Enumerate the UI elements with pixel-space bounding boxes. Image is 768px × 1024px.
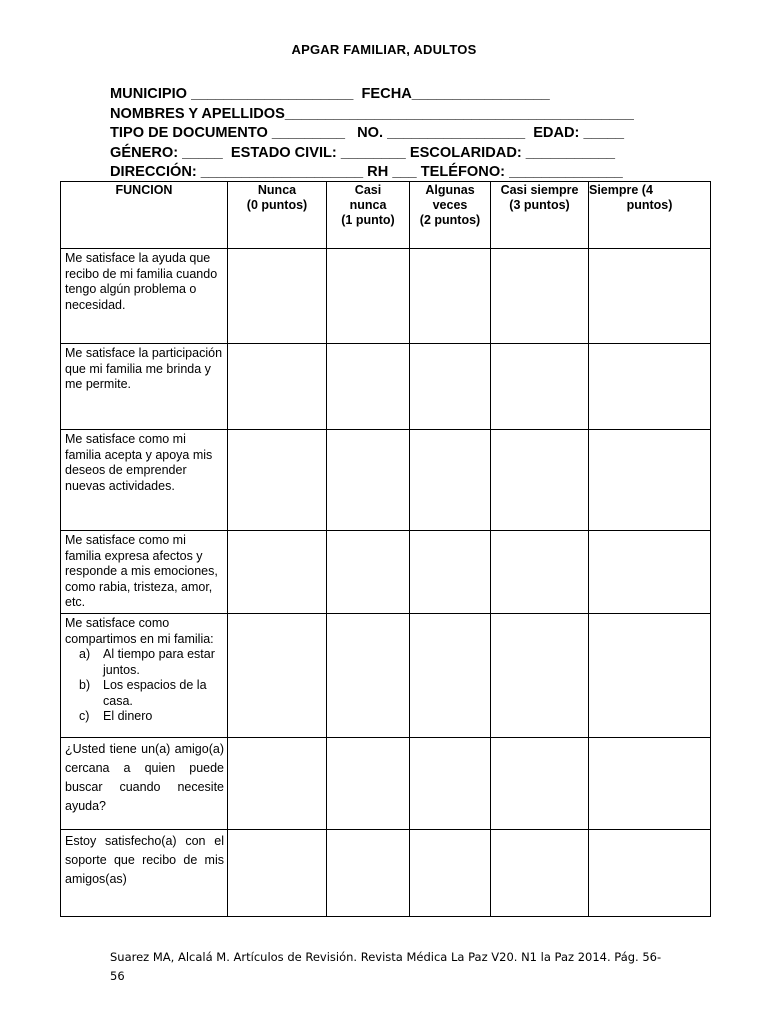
answer-cell-siempre[interactable] (589, 430, 711, 531)
answer-cell-nunca[interactable] (228, 249, 327, 344)
answer-cell-casi-nunca[interactable] (327, 830, 410, 917)
list-item-text: El dinero (103, 709, 153, 723)
header-casi-nunca (327, 182, 410, 249)
table-row (61, 738, 711, 830)
answer-cell-casi-nunca[interactable] (327, 614, 410, 738)
answer-cell-nunca[interactable] (228, 830, 327, 917)
header-casi-siempre-points: (3 puntos) (509, 198, 570, 212)
form-line-nombres: NOMBRES Y APELLIDOS___________________________________________ (110, 105, 634, 122)
answer-cell-casi-nunca[interactable] (327, 249, 410, 344)
question-cell (61, 430, 228, 531)
answer-cell-casi-siempre[interactable] (491, 830, 589, 917)
form-line-documento: TIPO DE DOCUMENTO _________ NO. _________________ EDAD: _____ (110, 125, 625, 141)
list-item (79, 678, 224, 709)
answer-cell-casi-siempre[interactable] (491, 430, 589, 531)
answer-cell-siempre[interactable] (589, 614, 711, 738)
header-funcion-label: FUNCION (115, 183, 173, 197)
answer-cell-siempre[interactable] (589, 738, 711, 830)
question-cell (61, 614, 228, 738)
header-casi-nunca-label-1: Casi (354, 183, 382, 197)
answer-cell-casi-nunca[interactable] (327, 344, 410, 430)
header-algunas-veces (410, 182, 491, 249)
table-row (61, 614, 711, 738)
answer-cell-casi-siempre[interactable] (491, 738, 589, 830)
question-cell (61, 344, 228, 430)
header-casi-siempre (491, 182, 589, 249)
header-row (61, 182, 711, 249)
answer-cell-siempre[interactable] (589, 344, 711, 430)
header-siempre-line-1 (589, 183, 710, 198)
question-6-text: ¿Usted tiene un(a) amigo(a) cercana a quien puede buscar cuando necesite ayuda? (65, 742, 224, 813)
answer-cell-algunas-veces[interactable] (410, 738, 491, 830)
answer-cell-casi-nunca[interactable] (327, 531, 410, 614)
answer-cell-algunas-veces[interactable] (410, 830, 491, 917)
header-algunas-veces-label-1: Algunas (425, 183, 475, 197)
answer-cell-algunas-veces[interactable] (410, 614, 491, 738)
answer-cell-algunas-veces[interactable] (410, 531, 491, 614)
question-3-text: Me satisface como mi familia acepta y apoya mis deseos de emprender nuevas actividades. (65, 432, 213, 493)
question-2-text: Me satisface la participación que mi familia me brinda y me permite. (65, 346, 223, 391)
header-algunas-veces-label-2: veces (432, 198, 468, 212)
answer-cell-siempre[interactable] (589, 249, 711, 344)
question-7-text: Estoy satisfecho(a) con el soporte que recibo de mis amigos(as) (65, 834, 224, 886)
header-nunca (228, 182, 327, 249)
list-item-label: c) (79, 709, 90, 723)
list-item-text: Los espacios de la casa. (103, 678, 207, 708)
answer-cell-casi-siempre[interactable] (491, 614, 589, 738)
header-casi-nunca-label-2: nunca (349, 198, 387, 212)
list-item (79, 647, 224, 678)
question-cell (61, 830, 228, 917)
answer-cell-nunca[interactable] (228, 738, 327, 830)
table-row (61, 531, 711, 614)
header-nunca-label: Nunca (257, 183, 297, 197)
form-line-genero: GÉNERO: _____ ESTADO CIVIL: ________ ESCOLARIDAD: ___________ (110, 144, 616, 161)
answer-cell-casi-siempre[interactable] (491, 249, 589, 344)
answer-cell-algunas-veces[interactable] (410, 430, 491, 531)
answer-cell-siempre[interactable] (589, 830, 711, 917)
answer-cell-siempre[interactable] (589, 531, 711, 614)
question-4-text: Me satisface como mi familia expresa afectos y responde a mis emociones, como rabia, tristeza, amor, etc. (65, 533, 218, 609)
question-5 (61, 614, 227, 725)
list-item-label: a) (79, 647, 91, 661)
answer-cell-nunca[interactable] (228, 531, 327, 614)
answer-cell-nunca[interactable] (228, 430, 327, 531)
header-nunca-points: (0 puntos) (246, 198, 308, 212)
table-row (61, 249, 711, 344)
header-casi-nunca-points: (1 punto) (341, 213, 395, 227)
question-1-text: Me satisface la ayuda que recibo de mi familia cuando tengo algún problema o necesidad. (65, 251, 218, 312)
question-5-text: Me satisface como compartimos en mi familia: (65, 616, 214, 646)
answer-cell-casi-siempre[interactable] (491, 344, 589, 430)
citation-footer: Suarez MA, Alcalá M. Artículos de Revisión. Revista Médica La Paz V20. N1 la Paz 2014. Pág. 56-56 (110, 950, 662, 983)
answer-cell-algunas-veces[interactable] (410, 249, 491, 344)
header-funcion (61, 182, 228, 249)
answer-cell-casi-nunca[interactable] (327, 738, 410, 830)
header-algunas-veces-points: (2 puntos) (419, 213, 481, 227)
answer-cell-algunas-veces[interactable] (410, 344, 491, 430)
question-cell (61, 249, 228, 344)
header-siempre-points: puntos) (626, 198, 673, 212)
list-item-text: Al tiempo para estar juntos. (103, 647, 215, 677)
answer-cell-casi-nunca[interactable] (327, 430, 410, 531)
answer-cell-nunca[interactable] (228, 344, 327, 430)
table-row (61, 830, 711, 917)
answer-cell-casi-siempre[interactable] (491, 531, 589, 614)
apgar-table (60, 181, 711, 917)
form-line-direccion: DIRECCIÓN: ____________________ RH ___ TELÉFONO: ______________ (110, 164, 623, 180)
question-cell (61, 531, 228, 614)
table-row (61, 344, 711, 430)
list-item (79, 709, 224, 725)
page-title: APGAR FAMILIAR, ADULTOS (291, 42, 477, 57)
question-5-list (65, 647, 224, 725)
answer-cell-nunca[interactable] (228, 614, 327, 738)
header-casi-siempre-label: Casi siempre (500, 183, 579, 197)
header-siempre (589, 182, 711, 249)
list-item-label: b) (79, 678, 91, 692)
question-cell (61, 738, 228, 830)
form-line-municipio-fecha: MUNICIPIO ____________________ FECHA_________________ (110, 86, 550, 102)
header-siempre-label: Siempre (4 (589, 183, 653, 197)
form-fields (110, 85, 710, 183)
table-row (61, 430, 711, 531)
